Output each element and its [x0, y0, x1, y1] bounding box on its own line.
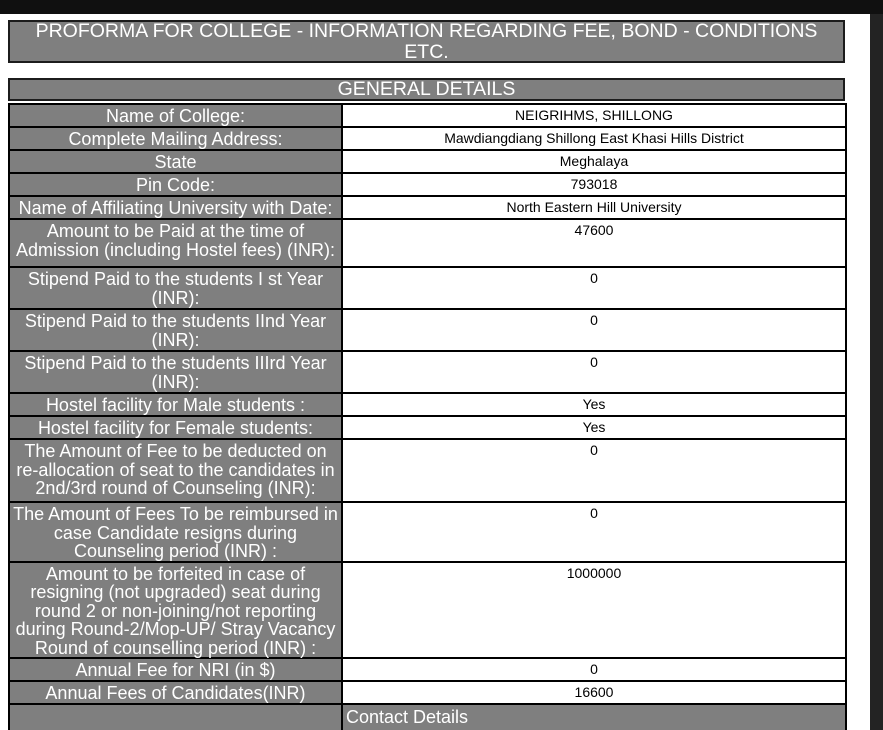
row-label: Pin Code:	[9, 173, 342, 196]
row-label: Stipend Paid to the students IIIrd Year (INR):	[9, 351, 342, 393]
table-row	[9, 104, 846, 127]
row-label: State	[9, 150, 342, 173]
contact-details-row	[9, 704, 846, 730]
contact-details-empty-cell	[9, 704, 342, 730]
contact-details-header: Contact Details	[342, 704, 846, 730]
row-value: 0	[342, 658, 846, 681]
table-row	[9, 267, 846, 309]
row-value: 0	[342, 351, 846, 393]
row-label: Annual Fee for NRI (in $)	[9, 658, 342, 681]
row-label: Name of College:	[9, 104, 342, 127]
row-value: 47600	[342, 219, 846, 267]
row-value: Yes	[342, 416, 846, 439]
table-row	[9, 150, 846, 173]
row-label: The Amount of Fees To be reimbursed in case Candidate resigns during Counseling period (INR) :	[9, 502, 342, 562]
general-details-table	[8, 103, 847, 730]
table-row	[9, 681, 846, 704]
row-value: NEIGRIHMS, SHILLONG	[342, 104, 846, 127]
general-details-body	[9, 104, 846, 704]
table-row	[9, 562, 846, 659]
document-title: PROFORMA FOR COLLEGE - INFORMATION REGARDING FEE, BOND - CONDITIONS ETC.	[35, 20, 818, 63]
row-value: 0	[342, 267, 846, 309]
row-value: 16600	[342, 681, 846, 704]
row-value: 0	[342, 309, 846, 351]
row-value: 0	[342, 502, 846, 562]
row-value: Yes	[342, 393, 846, 416]
row-value: North Eastern Hill University	[342, 196, 846, 219]
row-label: Stipend Paid to the students I st Year (INR):	[9, 267, 342, 309]
section-header-general-details	[8, 78, 845, 101]
document-title-bar	[8, 20, 845, 63]
row-value: 0	[342, 439, 846, 502]
row-label: Annual Fees of Candidates(INR)	[9, 681, 342, 704]
table-row	[9, 439, 846, 502]
row-label: Stipend Paid to the students IInd Year (INR):	[9, 309, 342, 351]
table-row	[9, 196, 846, 219]
document-page	[8, 20, 845, 730]
viewer-right-edge	[870, 0, 883, 730]
row-label: The Amount of Fee to be deducted on re-allocation of seat to the candidates in 2nd/3rd round of Counseling (INR):	[9, 439, 342, 502]
table-row	[9, 658, 846, 681]
table-row	[9, 416, 846, 439]
row-label: Amount to be forfeited in case of resigning (not upgraded) seat during round 2 or non-joining/not reporting during Round-2/Mop-UP/ Stray Vacancy Round of counselling period (INR) :	[9, 562, 342, 659]
row-label: Name of Affiliating University with Date:	[9, 196, 342, 219]
table-row	[9, 351, 846, 393]
table-row	[9, 219, 846, 267]
table-row	[9, 393, 846, 416]
row-value: 1000000	[342, 562, 846, 659]
row-label: Hostel facility for Female students:	[9, 416, 342, 439]
table-row	[9, 173, 846, 196]
row-value: Mawdiangdiang Shillong East Khasi Hills District	[342, 127, 846, 150]
row-label: Hostel facility for Male students :	[9, 393, 342, 416]
section-header-label: GENERAL DETAILS	[337, 78, 516, 100]
row-label: Complete Mailing Address:	[9, 127, 342, 150]
table-row	[9, 309, 846, 351]
table-row	[9, 502, 846, 562]
row-value: 793018	[342, 173, 846, 196]
row-value: Meghalaya	[342, 150, 846, 173]
viewer-top-edge	[0, 0, 883, 14]
row-label: Amount to be Paid at the time of Admission (including Hostel fees) (INR):	[9, 219, 342, 267]
table-row	[9, 127, 846, 150]
